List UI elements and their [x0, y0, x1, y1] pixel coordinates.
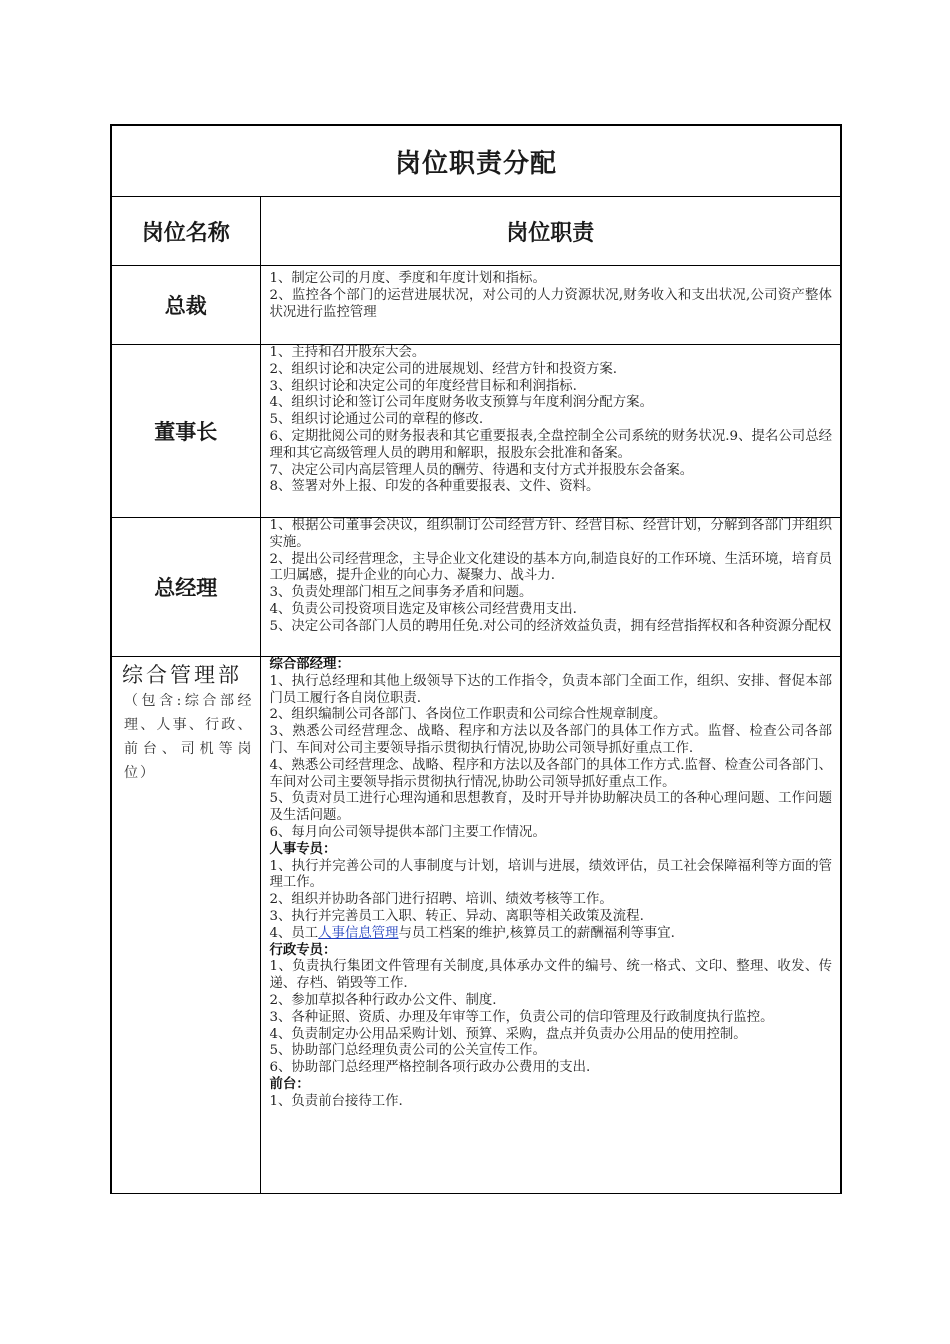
- section-heading: 人事专员：: [269, 841, 337, 857]
- duty-line: 1、制定公司的月度、季度和年度计划和指标。: [269, 271, 546, 286]
- duty-line-suffix: 与员工档案的维护,核算员工的薪酬福利等事宜.: [398, 925, 675, 941]
- duty-line: 6、协助部门总经理严格控制各项行政办公费用的支出.: [269, 1060, 591, 1076]
- duty-line-with-link: [270, 926, 833, 943]
- duty-line: 3、负责处理部门相互之间事务矛盾和问题。: [269, 585, 533, 601]
- column-header-role: 岗位名称: [111, 197, 260, 266]
- duty-line: 5、决定公司各部门人员的聘用任免.对公司的经济效益负责，拥有经营指挥权和各种资源分配权: [269, 618, 832, 634]
- duty-line: 4、组织讨论和签订公司年度财务收支预算与年度利润分配方案。: [269, 395, 653, 411]
- duty-line: 4、负责公司投资项目选定及审核公司经营费用支出.: [269, 601, 577, 617]
- duty-line: 5、协助部门总经理负责公司的公关宣传工作。: [269, 1043, 546, 1059]
- table-row: [111, 266, 841, 345]
- duty-line: 5、负责对员工进行心理沟通和思想教育，及时开导并协助解决员工的各种心理问题、工作问题及生活问题。: [269, 791, 833, 824]
- duties-president: [260, 266, 841, 345]
- duty-table: [110, 124, 842, 1194]
- table-row: [111, 657, 841, 1194]
- duty-line-prefix: 4、员工: [269, 925, 319, 941]
- section-heading: 前台：: [269, 1076, 310, 1092]
- duty-line: 3、组织讨论和决定公司的年度经营目标和利润指标.: [269, 378, 577, 394]
- duty-line: 1、主持和召开股东大会。: [269, 345, 426, 360]
- section-heading: 综合部经理：: [269, 657, 350, 672]
- duty-line: 1、根据公司董事会决议，组织制订公司经营方针、经营目标、经营计划，分解到各部门并组织实施。: [269, 518, 833, 550]
- duty-line: 1、执行并完善公司的人事制度与计划，培训与进展，绩效评估，员工社会保障福利等方面的管理工作。: [269, 858, 833, 891]
- duty-line: 2、组织编制公司各部门、各岗位工作职责和公司综合性规章制度。: [269, 707, 667, 723]
- duties-general-manager: [260, 518, 841, 657]
- duty-line: 5、组织讨论通过公司的章程的修改.: [269, 412, 484, 428]
- duty-line: 2、组织并协助各部门进行招聘、培训、绩效考核等工作。: [269, 892, 613, 908]
- section-heading: 行政专员：: [269, 942, 337, 958]
- duty-line: 2、参加草拟各种行政办公文件、制度.: [269, 992, 497, 1008]
- duty-line: 4、熟悉公司经营理念、战略、程序和方法以及各部门的具体工作方式.监督、检查公司各部门、车间对公司主要领导指示贯彻执行情况,协助公司领导抓好重点工作。: [269, 757, 833, 790]
- duty-line: 4、负责制定办公用品采购计划、预算、采购，盘点并负责办公用品的使用控制。: [269, 1026, 747, 1042]
- duty-line: 3、各种证照、资质、办理及年审等工作，负责公司的信印管理及行政制度执行监控。: [269, 1009, 774, 1025]
- role-name-president: 总裁: [111, 266, 260, 345]
- duty-line: 2、监控各个部门的运营进展状况，对公司的人力资源状况,财务收入和支出状况,公司资产整体状况进行监控管理: [269, 287, 833, 320]
- dept-note: （包含:综合部经理、人事、行政、前台、司机等岗位）: [124, 693, 254, 781]
- duty-line: 6、每月向公司领导提供本部门主要工作情况。: [269, 824, 546, 840]
- table-row: [111, 345, 841, 518]
- page-title: 岗位职责分配: [111, 125, 841, 197]
- duty-line: 8、签署对外上报、印发的各种重要报表、文件、资料。: [269, 479, 600, 495]
- duty-line: 1、负责前台接待工作.: [269, 1093, 403, 1109]
- duties-admin-dept: [260, 657, 841, 1194]
- duty-line: 1、执行总经理和其他上级领导下达的工作指令，负责本部门全面工作，组织、安排、督促本部门员工履行各自岗位职责.: [269, 673, 833, 706]
- column-header-duties: 岗位职责: [260, 197, 841, 266]
- dept-title: 综合管理部: [122, 663, 242, 687]
- table-row: [111, 518, 841, 657]
- duty-line: 2、组织讨论和决定公司的进展规划、经营方针和投资方案.: [269, 361, 618, 377]
- duty-line: 6、定期批阅公司的财务报表和其它重要报表,全盘控制全公司系统的财务状况.9、提名公司总经理和其它高级管理人员的聘用和解职，报股东会批准和备案。: [269, 428, 833, 461]
- duty-line: 7、决定公司内高层管理人员的酬劳、待遇和支付方式并报股东会备案。: [269, 462, 694, 478]
- role-name-chairman: 董事长: [111, 345, 260, 518]
- duty-line: 1、负责执行集团文件管理有关制度,具体承办文件的编号、统一格式、文印、整理、收发、传递、存档、销毁等工作.: [269, 959, 833, 992]
- hr-info-management-link[interactable]: 人事信息管理: [318, 925, 399, 941]
- duty-line: 3、执行并完善员工入职、转正、异动、离职等相关政策及流程.: [269, 908, 644, 924]
- duty-line: 2、提出公司经营理念，主导企业文化建设的基本方向,制造良好的工作环境、生活环境，培育员工归属感，提升企业的向心力、凝聚力、战斗力.: [269, 551, 833, 584]
- duties-chairman: [260, 345, 841, 518]
- duty-line: 3、熟悉公司经营理念、战略、程序和方法以及各部门的具体工作方式。监督、检查公司各部门、车间对公司主要领导指示贯彻执行情况,协助公司领导抓好重点工作.: [269, 724, 833, 756]
- role-name-general-manager: 总经理: [111, 518, 260, 657]
- role-name-admin-dept: [111, 657, 260, 1194]
